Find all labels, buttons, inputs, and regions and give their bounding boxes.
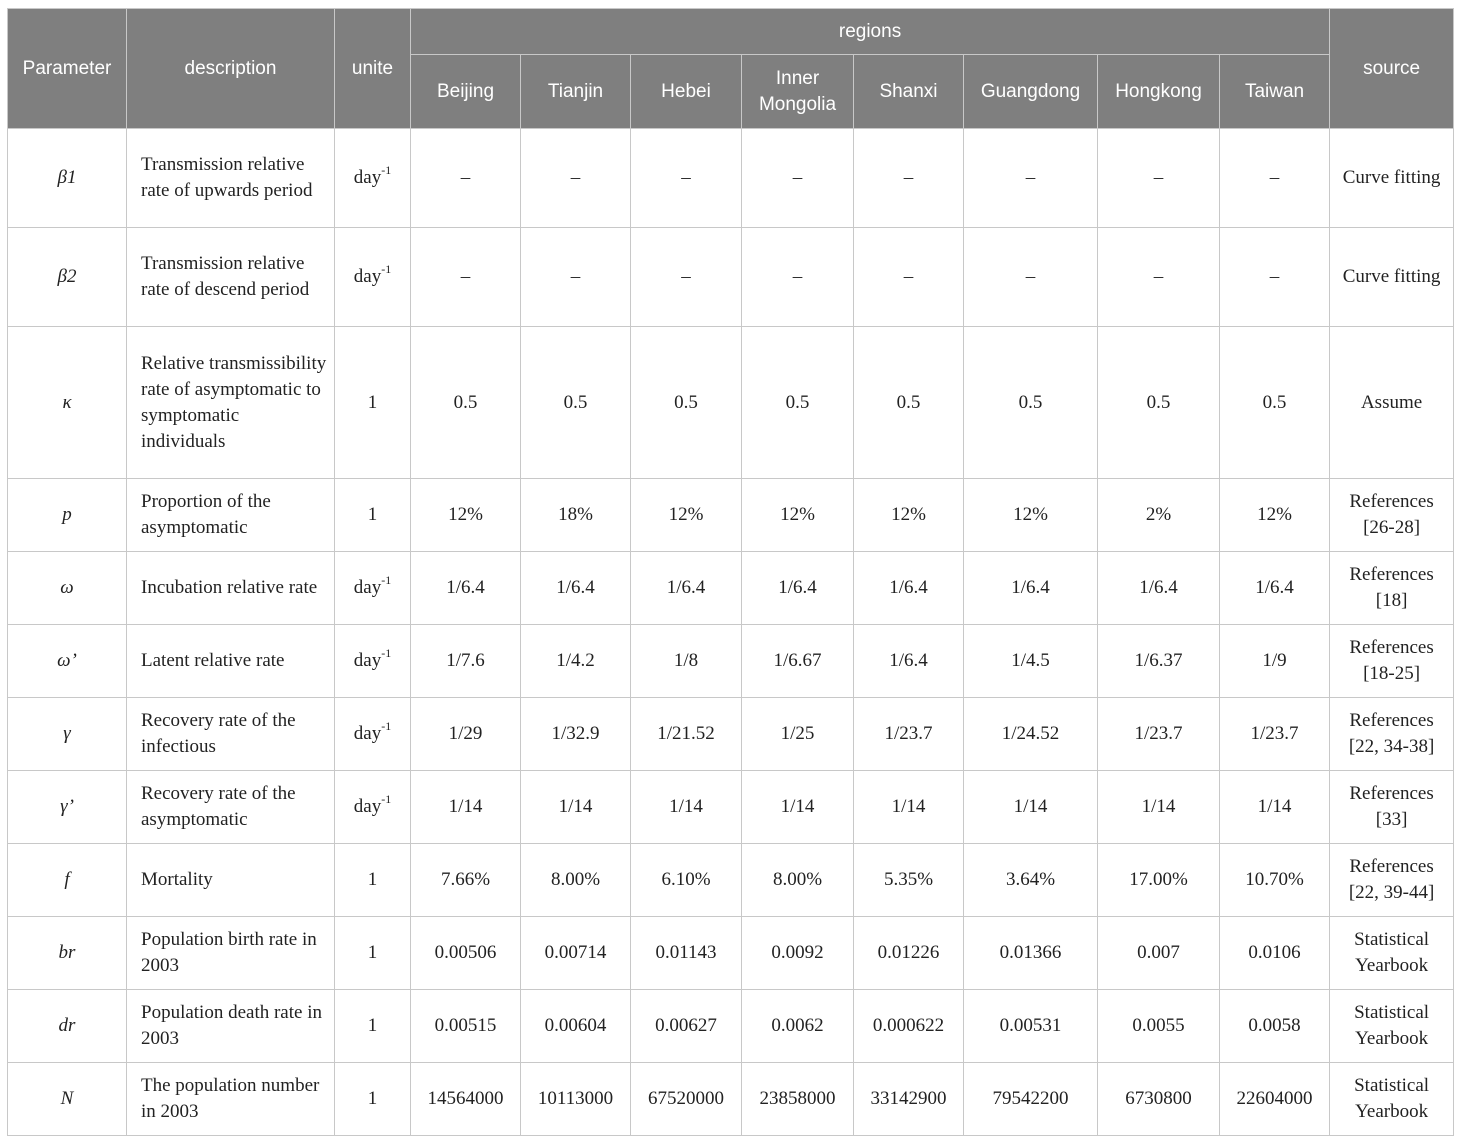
cell-source: Curve fitting xyxy=(1330,129,1454,228)
cell-value: 0.00714 xyxy=(521,917,631,990)
table-row xyxy=(8,771,1454,844)
cell-value: 12% xyxy=(854,479,964,552)
cell-value: 0.000622 xyxy=(854,990,964,1063)
cell-value: 1/25 xyxy=(742,698,854,771)
cell-value: 1/6.4 xyxy=(854,552,964,625)
header-region: Guangdong xyxy=(964,55,1098,129)
cell-value: 0.5 xyxy=(1098,327,1220,479)
cell-value: 0.5 xyxy=(631,327,742,479)
cell-value: 3.64% xyxy=(964,844,1098,917)
cell-source: References [18] xyxy=(1330,552,1454,625)
cell-value: 0.00531 xyxy=(964,990,1098,1063)
header-region: Inner Mongolia xyxy=(742,55,854,129)
cell-value: – xyxy=(742,228,854,327)
cell-value: 1/14 xyxy=(964,771,1098,844)
cell-value: 1/14 xyxy=(1220,771,1330,844)
cell-description: Incubation relative rate xyxy=(127,552,335,625)
unit-base: 1 xyxy=(367,942,378,963)
cell-source: References [26-28] xyxy=(1330,479,1454,552)
unit-base: day xyxy=(353,796,382,817)
cell-unit xyxy=(335,917,411,990)
cell-value: 0.5 xyxy=(854,327,964,479)
cell-parameter: γ’ xyxy=(8,771,127,844)
cell-value: 5.35% xyxy=(854,844,964,917)
parameter-table xyxy=(7,8,1454,1136)
cell-parameter: γ xyxy=(8,698,127,771)
cell-value: 12% xyxy=(964,479,1098,552)
cell-value: – xyxy=(631,228,742,327)
cell-value: 1/9 xyxy=(1220,625,1330,698)
cell-source: Statistical Yearbook xyxy=(1330,1063,1454,1136)
unit-base: 1 xyxy=(367,1015,378,1036)
table-row xyxy=(8,990,1454,1063)
cell-value: 12% xyxy=(631,479,742,552)
cell-value: 18% xyxy=(521,479,631,552)
cell-value: 1/6.4 xyxy=(1220,552,1330,625)
cell-value: 1/14 xyxy=(411,771,521,844)
cell-value: 1/23.7 xyxy=(854,698,964,771)
cell-parameter: κ xyxy=(8,327,127,479)
cell-value: 1/6.4 xyxy=(854,625,964,698)
cell-value: 2% xyxy=(1098,479,1220,552)
unit-exponent: -1 xyxy=(381,572,392,587)
unit-base: 1 xyxy=(367,1088,378,1109)
cell-parameter: ω’ xyxy=(8,625,127,698)
cell-value: 1/14 xyxy=(1098,771,1220,844)
cell-value: 1/6.4 xyxy=(964,552,1098,625)
unit-base: 1 xyxy=(367,504,378,525)
header-parameter: Parameter xyxy=(8,9,127,129)
cell-description: Relative transmissibility rate of asymptomatic to symptomatic individuals xyxy=(127,327,335,479)
unit-base: day xyxy=(353,167,382,188)
cell-value: 79542200 xyxy=(964,1063,1098,1136)
cell-description: Proportion of the asymptomatic xyxy=(127,479,335,552)
cell-value: 0.0106 xyxy=(1220,917,1330,990)
cell-parameter: dr xyxy=(8,990,127,1063)
unit-exponent: -1 xyxy=(381,261,392,276)
table-row xyxy=(8,129,1454,228)
cell-value: 0.00604 xyxy=(521,990,631,1063)
cell-value: – xyxy=(964,129,1098,228)
cell-value: – xyxy=(854,129,964,228)
cell-source: Curve fitting xyxy=(1330,228,1454,327)
cell-parameter: f xyxy=(8,844,127,917)
header-regions: regions xyxy=(411,9,1330,55)
cell-description: Transmission relative rate of upwards period xyxy=(127,129,335,228)
cell-source: References [33] xyxy=(1330,771,1454,844)
cell-value: 1/4.5 xyxy=(964,625,1098,698)
cell-value: – xyxy=(1220,129,1330,228)
unit-base: 1 xyxy=(367,391,378,413)
unit-base: day xyxy=(353,577,382,598)
cell-value: 0.5 xyxy=(742,327,854,479)
header-region: Beijing xyxy=(411,55,521,129)
cell-value: – xyxy=(854,228,964,327)
cell-value: – xyxy=(521,129,631,228)
cell-unit xyxy=(335,698,411,771)
header-description: description xyxy=(127,9,335,129)
cell-source: References [18-25] xyxy=(1330,625,1454,698)
cell-value: 1/6.37 xyxy=(1098,625,1220,698)
cell-description: Mortality xyxy=(127,844,335,917)
cell-source: References [22, 39-44] xyxy=(1330,844,1454,917)
cell-unit xyxy=(335,327,411,479)
cell-value: 0.5 xyxy=(521,327,631,479)
cell-unit xyxy=(335,1063,411,1136)
cell-value: 1/8 xyxy=(631,625,742,698)
cell-value: 0.01366 xyxy=(964,917,1098,990)
header-region: Hebei xyxy=(631,55,742,129)
cell-value: 1/23.7 xyxy=(1220,698,1330,771)
unit-base: day xyxy=(353,650,382,671)
cell-value: 1/7.6 xyxy=(411,625,521,698)
cell-value: 0.0092 xyxy=(742,917,854,990)
cell-value: 0.007 xyxy=(1098,917,1220,990)
cell-unit xyxy=(335,129,411,228)
cell-value: 0.5 xyxy=(411,327,521,479)
cell-value: – xyxy=(964,228,1098,327)
cell-value: 1/6.4 xyxy=(521,552,631,625)
table-row xyxy=(8,479,1454,552)
cell-value: 1/6.4 xyxy=(411,552,521,625)
table-row xyxy=(8,228,1454,327)
cell-value: 0.0058 xyxy=(1220,990,1330,1063)
cell-parameter: p xyxy=(8,479,127,552)
cell-value: 0.5 xyxy=(964,327,1098,479)
cell-value: 0.0055 xyxy=(1098,990,1220,1063)
cell-value: 22604000 xyxy=(1220,1063,1330,1136)
table-row xyxy=(8,552,1454,625)
cell-value: 1/23.7 xyxy=(1098,698,1220,771)
cell-value: 6730800 xyxy=(1098,1063,1220,1136)
cell-parameter: N xyxy=(8,1063,127,1136)
table-row xyxy=(8,698,1454,771)
table-row xyxy=(8,327,1454,479)
cell-value: 1/32.9 xyxy=(521,698,631,771)
cell-value: 1/6.4 xyxy=(1098,552,1220,625)
header-region: Shanxi xyxy=(854,55,964,129)
cell-value: 8.00% xyxy=(521,844,631,917)
cell-parameter: br xyxy=(8,917,127,990)
cell-unit xyxy=(335,228,411,327)
cell-value: 12% xyxy=(742,479,854,552)
cell-value: 0.01143 xyxy=(631,917,742,990)
cell-value: 0.00515 xyxy=(411,990,521,1063)
cell-unit xyxy=(335,844,411,917)
cell-value: 23858000 xyxy=(742,1063,854,1136)
cell-source: Statistical Yearbook xyxy=(1330,990,1454,1063)
header-region: Tianjin xyxy=(521,55,631,129)
cell-value: 10113000 xyxy=(521,1063,631,1136)
header-region: Taiwan xyxy=(1220,55,1330,129)
cell-value: – xyxy=(1098,129,1220,228)
unit-exponent: -1 xyxy=(381,645,392,660)
cell-value: 0.00506 xyxy=(411,917,521,990)
cell-description: Population birth rate in 2003 xyxy=(127,917,335,990)
cell-value: – xyxy=(631,129,742,228)
cell-description: The population number in 2003 xyxy=(127,1063,335,1136)
cell-value: 67520000 xyxy=(631,1063,742,1136)
cell-value: 0.0062 xyxy=(742,990,854,1063)
cell-unit xyxy=(335,990,411,1063)
cell-description: Transmission relative rate of descend period xyxy=(127,228,335,327)
cell-value: 1/14 xyxy=(521,771,631,844)
table-row xyxy=(8,1063,1454,1136)
table-row xyxy=(8,844,1454,917)
cell-parameter: β2 xyxy=(8,228,127,327)
cell-value: – xyxy=(411,129,521,228)
cell-value: 1/29 xyxy=(411,698,521,771)
cell-description: Latent relative rate xyxy=(127,625,335,698)
cell-value: 1/6.67 xyxy=(742,625,854,698)
cell-value: 6.10% xyxy=(631,844,742,917)
cell-value: 0.00627 xyxy=(631,990,742,1063)
cell-source: Assume xyxy=(1330,327,1454,479)
cell-value: 17.00% xyxy=(1098,844,1220,917)
cell-value: 1/14 xyxy=(854,771,964,844)
cell-value: 1/6.4 xyxy=(631,552,742,625)
cell-parameter: β1 xyxy=(8,129,127,228)
cell-value: 0.5 xyxy=(1220,327,1330,479)
unit-base: day xyxy=(353,723,382,744)
cell-value: 12% xyxy=(411,479,521,552)
cell-source: References [22, 34-38] xyxy=(1330,698,1454,771)
header-source: source xyxy=(1330,9,1454,129)
unit-exponent: -1 xyxy=(381,718,392,733)
cell-value: 8.00% xyxy=(742,844,854,917)
header-unite: unite xyxy=(335,9,411,129)
cell-unit xyxy=(335,771,411,844)
unit-exponent: -1 xyxy=(381,791,392,806)
cell-value: 7.66% xyxy=(411,844,521,917)
cell-value: – xyxy=(1098,228,1220,327)
cell-description: Population death rate in 2003 xyxy=(127,990,335,1063)
header-region: Hongkong xyxy=(1098,55,1220,129)
cell-value: – xyxy=(742,129,854,228)
table-body xyxy=(8,129,1454,1136)
cell-value: 1/4.2 xyxy=(521,625,631,698)
cell-value: 1/14 xyxy=(631,771,742,844)
cell-value: – xyxy=(411,228,521,327)
cell-value: – xyxy=(1220,228,1330,327)
unit-base: 1 xyxy=(367,869,378,890)
cell-unit xyxy=(335,552,411,625)
table-row xyxy=(8,625,1454,698)
unit-exponent: -1 xyxy=(381,162,392,177)
cell-value: – xyxy=(521,228,631,327)
table-row xyxy=(8,917,1454,990)
unit-base: day xyxy=(353,266,382,287)
cell-description: Recovery rate of the asymptomatic xyxy=(127,771,335,844)
cell-value: 12% xyxy=(1220,479,1330,552)
cell-value: 1/14 xyxy=(742,771,854,844)
cell-value: 1/24.52 xyxy=(964,698,1098,771)
cell-value: 33142900 xyxy=(854,1063,964,1136)
cell-value: 14564000 xyxy=(411,1063,521,1136)
cell-value: 1/21.52 xyxy=(631,698,742,771)
cell-unit xyxy=(335,625,411,698)
table-header xyxy=(8,9,1454,129)
cell-value: 0.01226 xyxy=(854,917,964,990)
cell-parameter: ω xyxy=(8,552,127,625)
cell-source: Statistical Yearbook xyxy=(1330,917,1454,990)
cell-value: 1/6.4 xyxy=(742,552,854,625)
cell-description: Recovery rate of the infectious xyxy=(127,698,335,771)
cell-unit xyxy=(335,479,411,552)
cell-value: 10.70% xyxy=(1220,844,1330,917)
